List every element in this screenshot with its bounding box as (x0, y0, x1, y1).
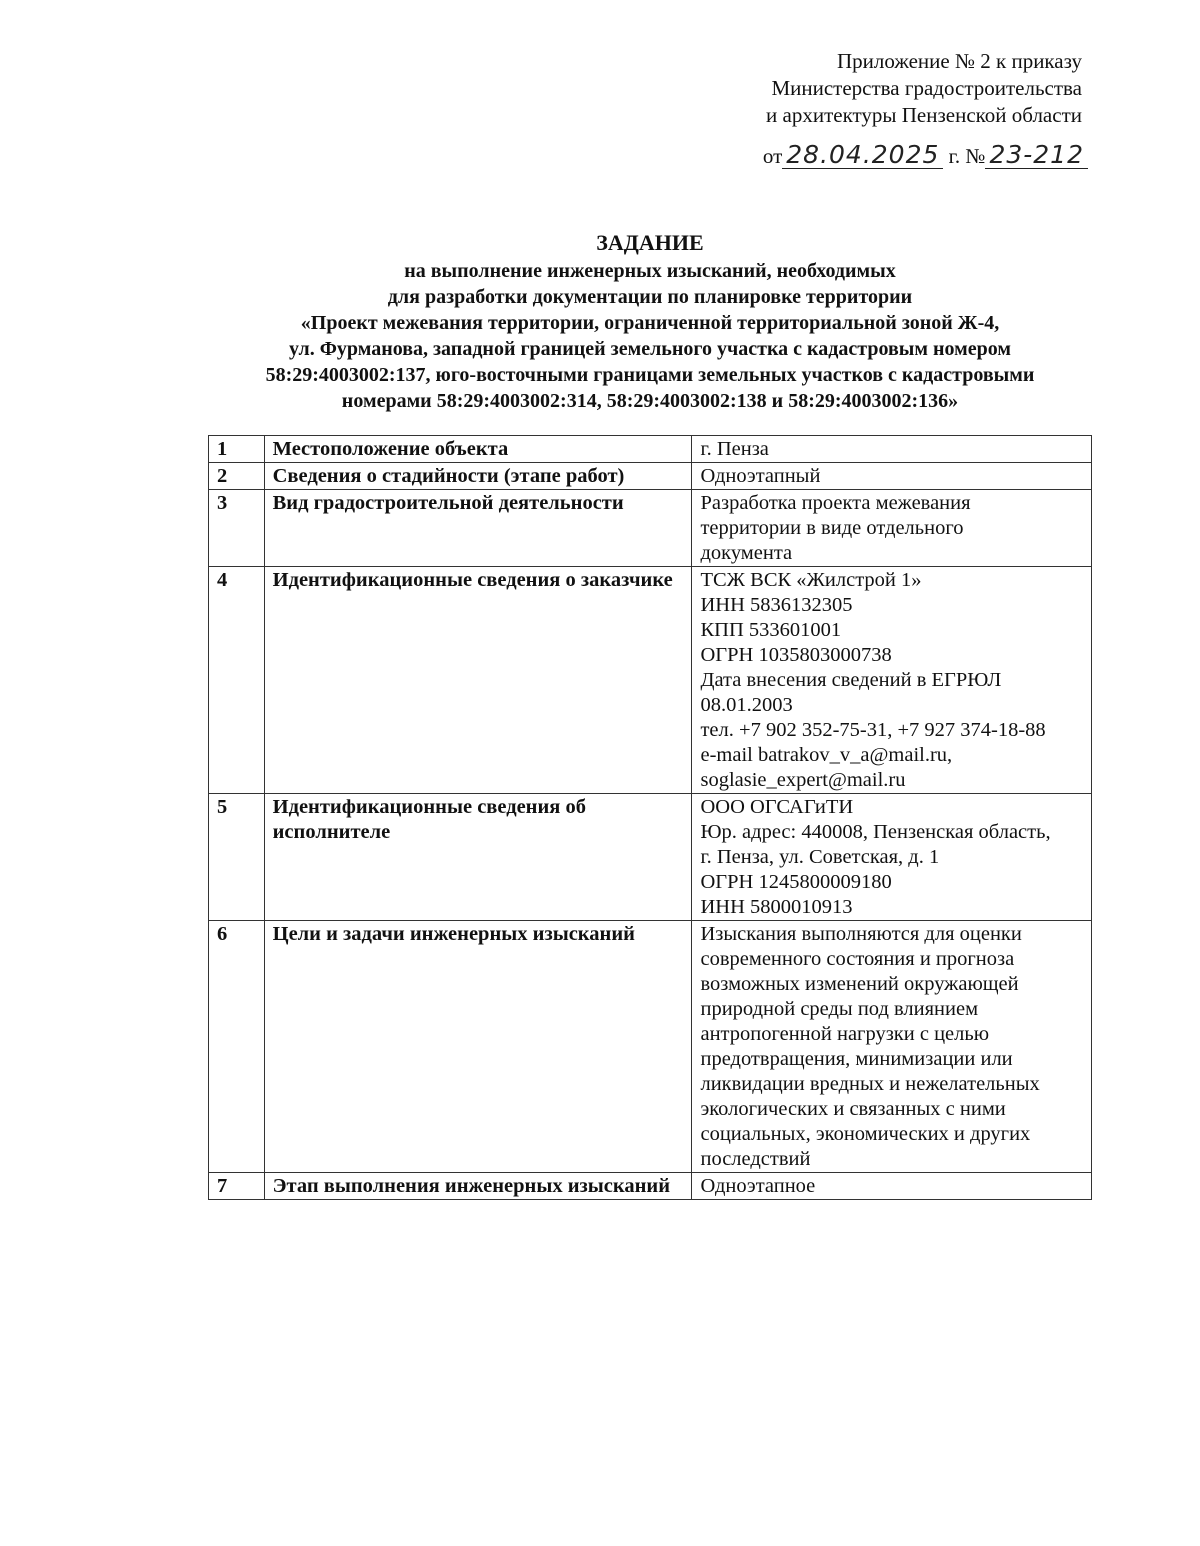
row-parameter: Цели и задачи инженерных изысканий (264, 921, 692, 1173)
value-line: предотвращения, минимизации или (700, 1048, 1013, 1070)
table-row (209, 567, 1092, 794)
row-number: 6 (209, 921, 265, 1173)
title-line: ул. Фурманова, западной границей земельного участка с кадастровым номером (288, 338, 1012, 360)
value-line: ликвидации вредных и нежелательных (700, 1073, 1040, 1095)
value-line: Одноэтапное (700, 1175, 816, 1197)
value-line: г. Пенза, ул. Советская, д. 1 (700, 846, 940, 868)
row-number: 2 (209, 463, 265, 490)
value-line: ОГРН 1245800009180 (700, 871, 892, 893)
title-line: 58:29:4003002:137, юго-восточными границами земельных участков с кадастровыми (265, 364, 1035, 386)
value-line: антропогенной нагрузки с целью (700, 1023, 990, 1045)
value-line: социальных, экономических и других (700, 1123, 1031, 1145)
title-heading: ЗАДАНИЕ (596, 230, 704, 255)
value-line: экологических и связанных с ними (700, 1098, 1006, 1120)
requirements-table (208, 435, 1092, 1200)
row-value (692, 490, 1092, 567)
annex-header (766, 48, 1082, 129)
value-line: тел. +7 902 352-75-31, +7 927 374-18-88 (700, 719, 1046, 741)
table-row (209, 1173, 1092, 1200)
title-line: на выполнение инженерных изысканий, необходимых (404, 260, 896, 282)
row-value (692, 1173, 1092, 1200)
value-line: природной среды под влиянием (700, 998, 979, 1020)
row-parameter: Идентификационные сведения о заказчике (264, 567, 692, 794)
value-line: soglasie_expert@mail.ru (700, 769, 906, 791)
row-parameter: Этап выполнения инженерных изысканий (264, 1173, 692, 1200)
value-line: ОГРН 1035803000738 (700, 644, 892, 666)
document-title (200, 228, 1100, 414)
row-value (692, 463, 1092, 490)
value-line: Разработка проекта межевания (700, 492, 971, 514)
order-prefix: от (762, 144, 783, 168)
title-line: номерами 58:29:4003002:314, 58:29:4003002:138 и 58:29:4003002:136» (341, 390, 959, 412)
value-line: Одноэтапный (700, 465, 821, 487)
table-row (209, 921, 1092, 1173)
value-line: Изыскания выполняются для оценки (700, 923, 1022, 945)
row-value (692, 794, 1092, 921)
row-parameter: Идентификационные сведения об исполнителе (264, 794, 692, 921)
value-line: ИНН 5836132305 (700, 594, 853, 616)
order-year-suffix: г. (948, 144, 961, 168)
row-parameter: Местоположение объекта (264, 436, 692, 463)
annex-line-1: Приложение № 2 к приказу (837, 49, 1082, 73)
table-row (209, 463, 1092, 490)
row-value (692, 921, 1092, 1173)
table-row (209, 490, 1092, 567)
value-line: современного состояния и прогноза (700, 948, 1015, 970)
value-line: Дата внесения сведений в ЕГРЮЛ (700, 669, 1002, 691)
value-line: Юр. адрес: 440008, Пензенская область, (700, 821, 1051, 843)
row-value (692, 567, 1092, 794)
annex-line-2: Министерства градостроительства (771, 76, 1082, 100)
value-line: территории в виде отдельного (700, 517, 964, 539)
value-line: ООО ОГСАГиТИ (700, 796, 854, 818)
title-line: «Проект межевания территории, ограниченной территориальной зоной Ж-4, (300, 312, 1000, 334)
table-row (209, 436, 1092, 463)
annex-line-3: и архитектуры Пензенской области (766, 103, 1082, 127)
row-parameter: Вид градостроительной деятельности (264, 490, 692, 567)
value-line: 08.01.2003 (700, 694, 793, 716)
value-line: документа (700, 542, 793, 564)
order-number-prefix: № (965, 144, 986, 168)
row-number: 3 (209, 490, 265, 567)
title-line: для разработки документации по планировке территории (387, 286, 913, 308)
value-line: возможных изменений окружающей (700, 973, 1019, 995)
row-parameter: Сведения о стадийности (этапе работ) (264, 463, 692, 490)
order-date-handwritten: 28.04.2025 (782, 142, 943, 169)
order-reference (763, 142, 1088, 169)
value-line: ТСЖ ВСК «Жилстрой 1» (700, 569, 922, 591)
value-line: последствий (700, 1148, 811, 1170)
order-number-handwritten: 23-212 (985, 142, 1088, 169)
row-value (692, 436, 1092, 463)
table-row (209, 794, 1092, 921)
value-line: ИНН 5800010913 (700, 896, 853, 918)
row-number: 1 (209, 436, 265, 463)
row-number: 7 (209, 1173, 265, 1200)
value-line: e-mail batrakov_v_a@mail.ru, (700, 744, 953, 766)
value-line: КПП 533601001 (700, 619, 842, 641)
row-number: 4 (209, 567, 265, 794)
value-line: г. Пенза (700, 438, 769, 460)
row-number: 5 (209, 794, 265, 921)
